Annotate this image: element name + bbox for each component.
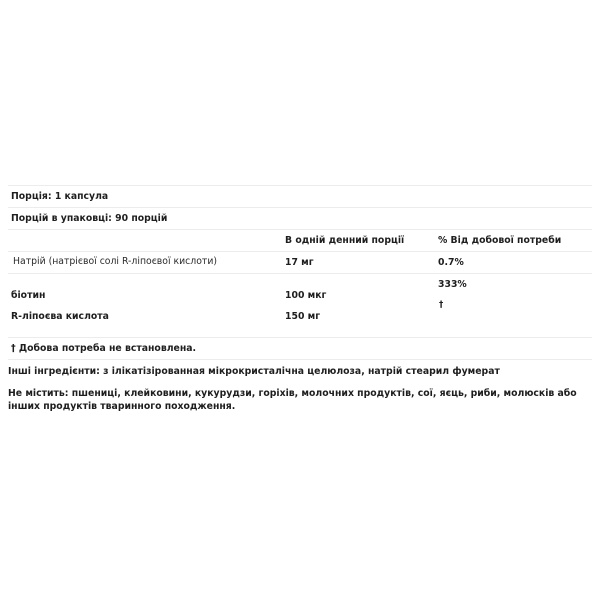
nutrient-daily-value: 333% (438, 279, 467, 290)
nutrient-name: R-ліпоєва кислота (11, 311, 109, 322)
nutrient-name: біотин (11, 290, 46, 301)
dagger-symbol: † (439, 300, 444, 310)
table-row-group (8, 273, 592, 337)
column-header-amount: В одній денний порції (285, 235, 405, 246)
serving-size: Порція: 1 капсула (11, 191, 109, 202)
nutrient-name: Натрій (натрієвої солі R-ліпоєвої кислоти) (13, 256, 217, 267)
nutrient-daily-value: 0.7% (438, 257, 464, 268)
supplement-facts-table (8, 185, 592, 360)
serving-size-row (8, 185, 592, 207)
table-header-row (8, 229, 592, 251)
nutrient-amount: 150 мг (285, 311, 321, 322)
footnote: † Добова потреба не встановлена. (11, 343, 197, 354)
nutrient-amount: 17 мг (285, 257, 314, 268)
free-of-statement: Не містить: пшениці, клейковини, кукурудзи, горіхів, молочних продуктів, сої, яєць, риби, молюсків або інших продуктів тваринного походження. (8, 388, 577, 412)
footnote-row (8, 337, 592, 360)
nutrient-amount: 100 мкг (285, 290, 327, 301)
servings-per-container-row (8, 207, 592, 229)
servings-per-container: Порцій в упаковці: 90 порцій (11, 213, 168, 224)
other-ingredients: Інші інгредієнти: з ілікатізірованная мікрокристалічна целюлоза, натрій стеарил фумерат (8, 366, 500, 377)
table-row (8, 251, 592, 273)
column-header-daily-value: % Від добової потреби (438, 235, 562, 246)
